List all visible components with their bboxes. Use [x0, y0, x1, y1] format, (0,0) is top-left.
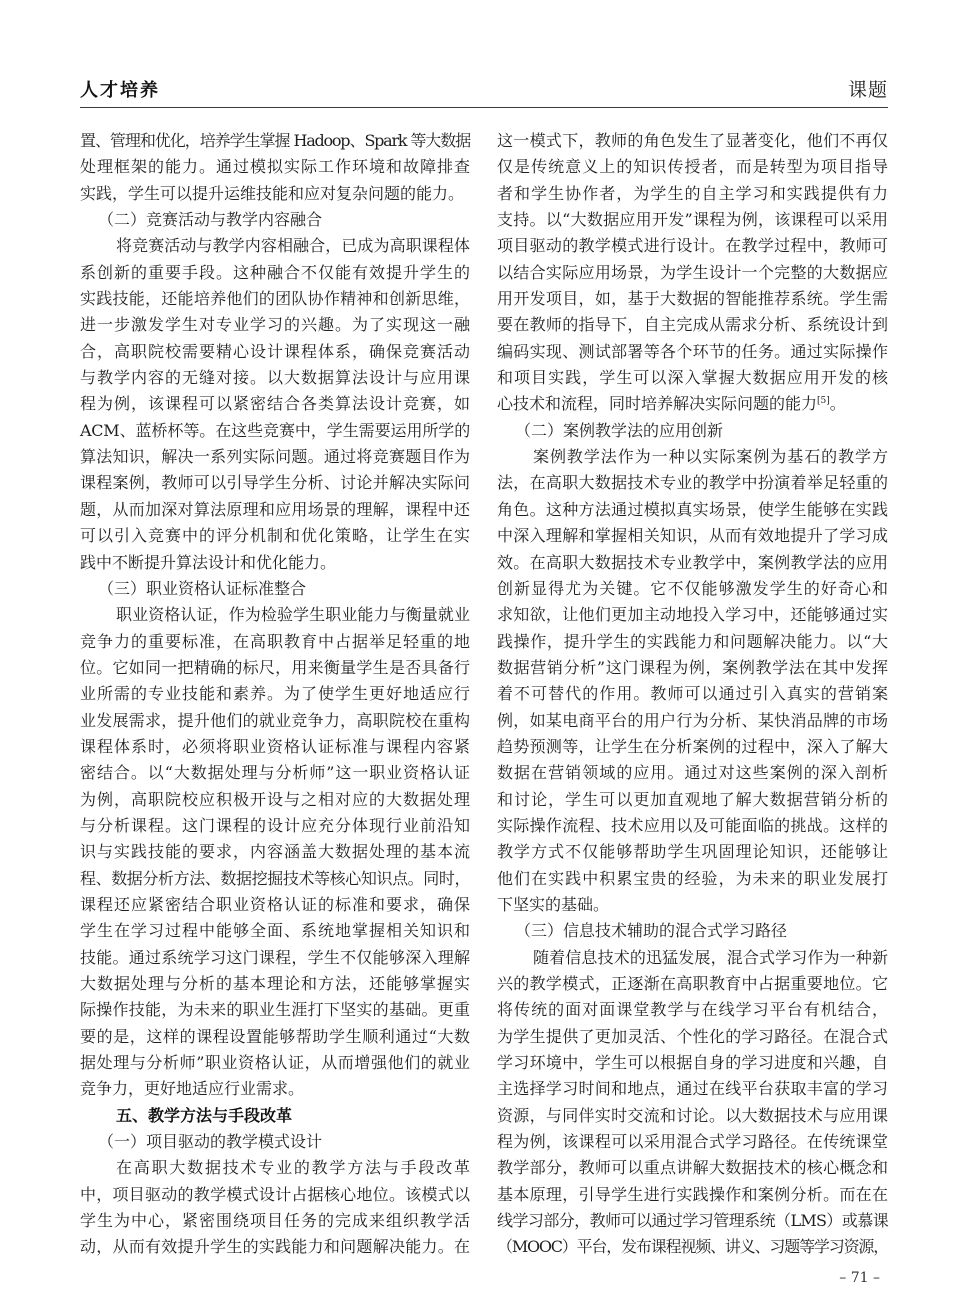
text-line: 为例，高职院校应积极开设与之相对应的大数据处理: [80, 789, 470, 809]
text-line: 教学部分，教师可以重点讲解大数据技术的核心概念和: [497, 1158, 888, 1178]
text-line: 例，如某电商平台的用户行为分析、某快消品牌的市场: [497, 710, 888, 730]
text-line: 他们在实践中积累宝贵的经验，为未来的职业发展打: [497, 868, 888, 888]
text-line: 用开发项目，如，基于大数据的智能推荐系统。学生需: [497, 289, 888, 309]
text-line: 要在教师的指导下，自主完成从需求分析、系统设计到: [497, 315, 888, 335]
subsection-heading: （二）竞赛活动与教学内容融合: [98, 210, 323, 230]
paragraph: [80, 1155, 470, 1260]
paragraph: [497, 444, 888, 918]
text-line: 课程案例，教师可以引导学生分析、讨论并解决实际问: [80, 473, 470, 493]
text-line: 程为例，该课程可以采用混合式学习路径。在传统课堂: [497, 1132, 888, 1152]
text-line: 际操作技能，为未来的职业生涯打下坚实的基础。更重: [80, 1000, 470, 1020]
text-line: 课程还应紧密结合职业资格认证的标准和要求，确保: [80, 894, 470, 914]
text-line: 学生在学习过程中能够全面、系统地掌握相关知识和: [80, 921, 470, 941]
text-line: 合，高职院校需要精心设计课程体系，确保竞赛活动: [80, 341, 470, 361]
text-line: 与分析课程。这门课程的设计应充分体现行业前沿知: [80, 815, 470, 835]
text-line: 支持。以“大数据应用开发”课程为例，该课程可以采用: [497, 210, 888, 230]
text-line: 求知欲，让他们更加主动地投入学习中，还能够通过实: [497, 605, 888, 625]
text-line: 着不可替代的作用。教师可以通过引入真实的营销案: [497, 684, 888, 704]
text-line: 践中不断提升算法设计和优化能力。: [80, 552, 337, 572]
text-line: 竞争力，更好地适应行业需求。: [80, 1079, 305, 1099]
page-number: – 71 –: [839, 1270, 880, 1286]
text-line: 为学生提供了更加灵活、个性化的学习路径。在混合式: [497, 1026, 888, 1046]
paragraph: [497, 945, 888, 1261]
text-line: 教学方式不仅能够帮助学生巩固理论知识，还能够让: [497, 842, 888, 862]
paragraph: [80, 602, 470, 1103]
text-line: 效。在高职大数据技术专业教学中，案例教学法的应用: [497, 552, 888, 572]
text-line: 以结合实际应用场景，为学生设计一个完整的大数据应: [497, 262, 888, 282]
text-line: 法，在高职大数据技术专业的教学中扮演着举足轻重的: [497, 473, 888, 493]
text-line: 技能。通过系统学习这门课程，学生不仅能够深入理解: [80, 947, 470, 967]
text-line: [497, 391, 888, 417]
text-line: ACM、蓝桥杯等。在这些竞赛中，学生需要运用所学的: [80, 420, 470, 440]
text-line: 可以引入竞赛中的评分机制和优化策略，让学生在实: [80, 526, 470, 546]
text-line: 基本原理，引导学生进行实践操作和案例分析。而在在: [497, 1184, 888, 1204]
text-line: 创新显得尤为关键。它不仅能够激发学生的好奇心和: [497, 578, 888, 598]
text-line: 项目驱动的教学模式进行设计。在教学过程中，教师可: [497, 236, 888, 256]
text-line: 实际操作流程、技术应用以及可能面临的挑战。这样的: [497, 815, 888, 835]
text-line: 算法知识，解决一系列实际问题。通过将竞赛题目作为: [80, 447, 470, 467]
text-line: 中，项目驱动的教学模式设计占据核心地位。该模式以: [80, 1184, 470, 1204]
text-line: 中深入理解和掌握相关知识，从而有效地提升了学习成: [497, 526, 888, 546]
text-line: 要的是，这样的课程设置能够帮助学生顺利通过“大数: [80, 1026, 470, 1046]
text-line: 程、数据分析方法、数据挖掘技术等核心知识点。同时，: [80, 868, 470, 888]
text-line: 下坚实的基础。: [497, 894, 610, 914]
text-line: 学习环境中，学生可以根据自身的学习进度和兴趣，自: [497, 1053, 888, 1073]
text-line: 与教学内容的无缝对接。以大数据算法设计与应用课: [80, 368, 470, 388]
left-text-column: [80, 128, 470, 1261]
paragraph: [80, 128, 470, 207]
paragraph: [497, 128, 888, 418]
text-line: 课程体系时，必须将职业资格认证标准与课程内容紧: [80, 736, 470, 756]
text-line: 业所需的专业技能和素养。为了使学生更好地适应行: [80, 684, 470, 704]
paragraph: [80, 233, 470, 575]
text-line: 主选择学习时间和地点，通过在线平台获取丰富的学习: [497, 1079, 888, 1099]
text-line: 动，从而有效提升学生的实践能力和问题解决能力。在: [80, 1237, 470, 1257]
text-line: 据处理与分析师”职业资格认证，从而增强他们的就业: [80, 1053, 470, 1073]
running-head-section: 人才培养: [80, 80, 160, 101]
text-line: （MOOC）平台，发布课程视频、讲义、习题等学习资源，: [497, 1237, 888, 1257]
text-line: 系创新的重要手段。这种融合不仅能有效提升学生的: [80, 262, 470, 282]
text-line: 识与实践技能的要求，内容涵盖大数据处理的基本流: [80, 842, 470, 862]
subsection-heading: （一）项目驱动的教学模式设计: [98, 1132, 323, 1152]
section-heading: 五、教学方法与手段改革: [116, 1105, 293, 1125]
text-line: 题，从而加深对算法原理和应用场景的理解，课程中还: [80, 499, 470, 519]
text-line: 处理框架的能力。通过模拟实际工作环境和故障排查: [80, 157, 470, 177]
text-line: 进一步激发学生对专业学习的兴趣。为了实现这一融: [80, 315, 470, 335]
text-line: 业发展需求，提升他们的就业竞争力，高职院校在重构: [80, 710, 470, 730]
line-punctuation: 。: [829, 394, 846, 414]
text-line: 将竞赛活动与教学内容相融合，已成为高职课程体: [116, 236, 470, 256]
text-line: 学生为中心，紧密围绕项目任务的完成来组织教学活: [80, 1211, 470, 1231]
text-line: 竞争力的重要标准，在高职教育中占据举足轻重的地: [80, 631, 470, 651]
text-line: 者和学生协作者，为学生的自主学习和实践提供有力: [497, 183, 888, 203]
text-line: 置、管理和优化，培养学生掌握 Hadoop、Spark 等大数据: [80, 131, 470, 150]
right-text-column: [497, 128, 888, 1261]
text-line: 位。它如同一把精确的标尺，用来衡量学生是否具备行: [80, 657, 470, 677]
text-line: 实践，学生可以提升运维技能和应对复杂问题的能力。: [80, 183, 465, 203]
text-line: 将传统的面对面课堂教学与在线学习平台有机结合，: [497, 1000, 888, 1020]
subsection-heading: （二）案例教学法的应用创新: [515, 420, 724, 440]
text-line: 在高职大数据技术专业的教学方法与手段改革: [116, 1158, 470, 1178]
text-line: 兴的教学模式，正逐渐在高职教育中占据重要地位。它: [497, 974, 888, 993]
text-line: 密结合。以“大数据处理与分析师”这一职业资格认证: [80, 763, 470, 783]
text-line: 大数据处理与分析的基本理论和方法，还能够掌握实: [80, 974, 470, 993]
text-line: 践操作，提升学生的实践能力和问题解决能力。以“大: [497, 631, 888, 651]
running-head-column: 课题: [847, 79, 888, 101]
text-line: 趋势预测等，让学生在分析案例的过程中，深入了解大: [497, 736, 888, 756]
text-line: 和讨论，学生可以更加直观地了解大数据营销分析的: [497, 789, 888, 809]
header-rule: [80, 107, 888, 108]
text-line: 数据营销分析”这门课程为例，案例教学法在其中发挥: [497, 657, 888, 677]
text-line: 程为例，该课程可以紧密结合各类算法设计竞赛，如: [80, 394, 470, 414]
citation-marker: [5]: [817, 396, 830, 407]
text-line: 线学习部分，教师可以通过学习管理系统（LMS）或慕课: [497, 1211, 888, 1231]
subsection-heading: （三）职业资格认证标准整合: [98, 578, 307, 598]
text-line: 资源，与同伴实时交流和讨论。以大数据技术与应用课: [497, 1105, 888, 1125]
text-line: 编码实现、测试部署等各个环节的任务。通过实际操作: [497, 341, 888, 361]
text-line: 职业资格认证，作为检验学生职业能力与衡量就业: [116, 605, 470, 625]
text-line: 仅是传统意义上的知识传授者，而是转型为项目指导: [497, 157, 888, 177]
text-line: 角色。这种方法通过模拟真实场景，使学生能够在实践: [497, 499, 888, 519]
subsection-heading: （三）信息技术辅助的混合式学习路径: [515, 921, 788, 941]
text-line: 这一模式下，教师的角色发生了显著变化，他们不再仅: [497, 131, 888, 150]
text-line: 和项目实践，学生可以深入掌握大数据应用开发的核: [497, 368, 888, 388]
line-text: 心技术和流程，同时培养解决实际问题的能力: [497, 394, 818, 414]
text-line: 实践技能，还能培养他们的团队协作精神和创新思维，: [80, 289, 470, 309]
text-line: 随着信息技术的迅猛发展，混合式学习作为一种新: [533, 947, 888, 967]
text-line: 案例教学法作为一种以实际案例为基石的教学方: [533, 447, 888, 467]
text-line: 数据在营销领域的应用。通过对这些案例的深入剖析: [497, 763, 888, 783]
